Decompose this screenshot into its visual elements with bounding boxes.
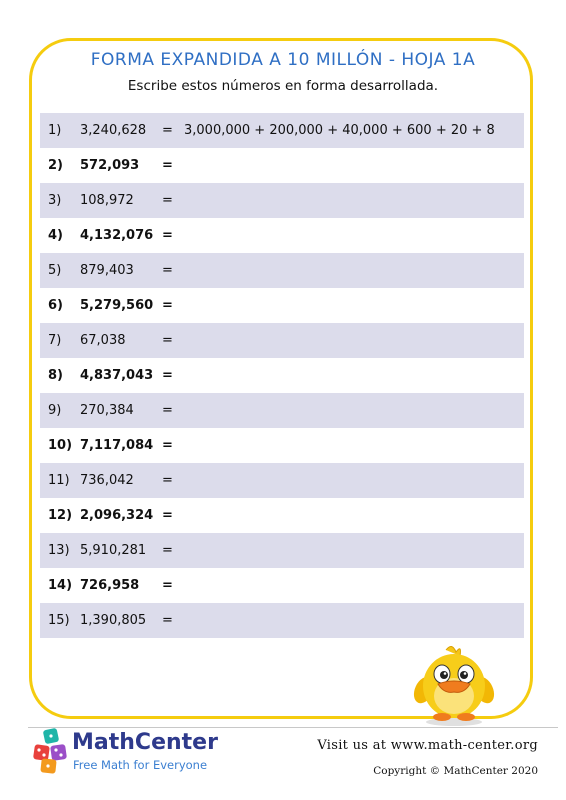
exercise-number: 8) bbox=[48, 368, 63, 383]
exercise-number: 2) bbox=[48, 158, 63, 173]
exercise-number: 11) bbox=[48, 473, 70, 488]
exercise-value: 1,390,805 bbox=[80, 613, 147, 628]
footer-divider bbox=[28, 727, 558, 728]
exercise-number: 4) bbox=[48, 228, 63, 243]
chick-mascot-icon bbox=[408, 644, 500, 726]
copyright-notice: Copyright © MathCenter 2020 bbox=[373, 765, 538, 777]
exercise-number: 15) bbox=[48, 613, 70, 628]
equals-sign: = bbox=[162, 508, 173, 523]
exercise-value: 108,972 bbox=[80, 193, 134, 208]
equals-sign: = bbox=[162, 333, 173, 348]
exercise-list bbox=[40, 113, 524, 638]
equals-sign: = bbox=[162, 193, 173, 208]
exercise-number: 9) bbox=[48, 403, 62, 418]
exercise-row bbox=[40, 498, 524, 533]
exercise-row bbox=[40, 428, 524, 463]
dice-logo-icon bbox=[32, 727, 70, 775]
exercise-value: 736,042 bbox=[80, 473, 134, 488]
equals-sign: = bbox=[162, 403, 173, 418]
exercise-row bbox=[40, 463, 524, 498]
exercise-value: 270,384 bbox=[80, 403, 134, 418]
exercise-number: 7) bbox=[48, 333, 62, 348]
equals-sign: = bbox=[162, 298, 173, 313]
exercise-value: 3,240,628 bbox=[80, 123, 147, 138]
exercise-value: 572,093 bbox=[80, 158, 140, 173]
exercise-row bbox=[40, 568, 524, 603]
exercise-number: 10) bbox=[48, 438, 73, 453]
exercise-number: 13) bbox=[48, 543, 70, 558]
exercise-value: 879,403 bbox=[80, 263, 134, 278]
exercise-number: 3) bbox=[48, 193, 62, 208]
equals-sign: = bbox=[162, 473, 173, 488]
equals-sign: = bbox=[162, 228, 173, 243]
exercise-number: 12) bbox=[48, 508, 73, 523]
exercise-row bbox=[40, 533, 524, 568]
exercise-number: 1) bbox=[48, 123, 62, 138]
exercise-value: 4,837,043 bbox=[80, 368, 154, 383]
equals-sign: = bbox=[162, 263, 173, 278]
exercise-row bbox=[40, 183, 524, 218]
equals-sign: = bbox=[162, 158, 173, 173]
exercise-value: 5,279,560 bbox=[80, 298, 154, 313]
exercise-value: 67,038 bbox=[80, 333, 126, 348]
equals-sign: = bbox=[162, 123, 173, 138]
exercise-value: 7,117,084 bbox=[80, 438, 154, 453]
equals-sign: = bbox=[162, 438, 173, 453]
exercise-number: 6) bbox=[48, 298, 63, 313]
brand-tagline: Free Math for Everyone bbox=[73, 758, 208, 772]
brand-name: MathCenter bbox=[72, 730, 218, 755]
exercise-value: 4,132,076 bbox=[80, 228, 154, 243]
equals-sign: = bbox=[162, 368, 173, 383]
exercise-number: 5) bbox=[48, 263, 62, 278]
answer-field[interactable]: 3,000,000 + 200,000 + 40,000 + 600 + 20 + 8 bbox=[184, 123, 495, 138]
exercise-value: 5,910,281 bbox=[80, 543, 147, 558]
visit-link[interactable]: Visit us at www.math-center.org bbox=[317, 738, 538, 753]
exercise-row bbox=[40, 113, 524, 148]
exercise-row bbox=[40, 603, 524, 638]
exercise-number: 14) bbox=[48, 578, 73, 593]
equals-sign: = bbox=[162, 613, 173, 628]
exercise-row bbox=[40, 218, 524, 253]
exercise-row bbox=[40, 148, 524, 183]
exercise-value: 2,096,324 bbox=[80, 508, 154, 523]
exercise-row bbox=[40, 393, 524, 428]
equals-sign: = bbox=[162, 578, 173, 593]
worksheet-title: FORMA EXPANDIDA A 10 MILLÓN - HOJA 1A bbox=[90, 50, 476, 70]
equals-sign: = bbox=[162, 543, 173, 558]
exercise-value: 726,958 bbox=[80, 578, 140, 593]
worksheet-instructions: Escribe estos números en forma desarrollada. bbox=[127, 78, 439, 94]
exercise-row bbox=[40, 323, 524, 358]
exercise-row bbox=[40, 288, 524, 323]
exercise-row bbox=[40, 253, 524, 288]
exercise-row bbox=[40, 358, 524, 393]
